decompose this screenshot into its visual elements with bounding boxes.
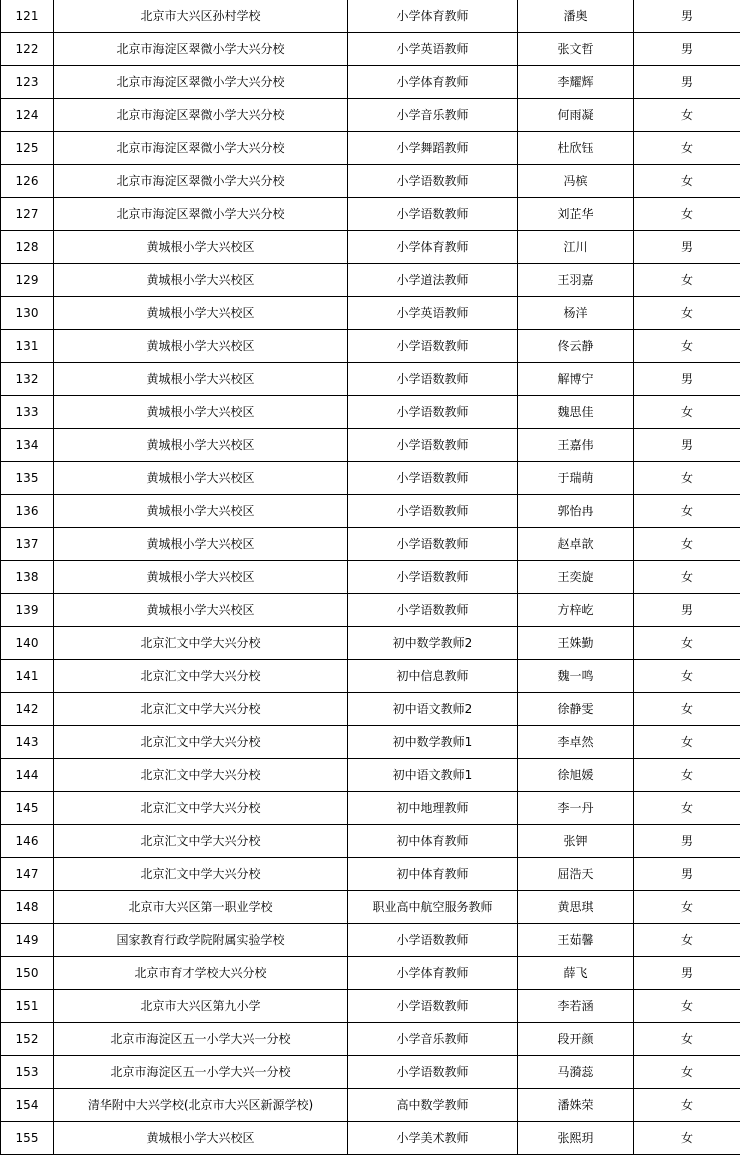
table-row <box>1 1089 740 1122</box>
row-number-cell: 121 <box>1 0 54 33</box>
row-number-cell: 135 <box>1 462 54 495</box>
name-cell: 江川 <box>518 231 634 264</box>
position-cell: 小学语数教师 <box>348 396 518 429</box>
gender-cell: 男 <box>634 66 740 99</box>
position-cell: 小学体育教师 <box>348 231 518 264</box>
row-number-cell: 127 <box>1 198 54 231</box>
gender-cell: 女 <box>634 891 740 924</box>
school-cell: 北京市海淀区翠微小学大兴分校 <box>54 132 348 165</box>
row-number-cell: 149 <box>1 924 54 957</box>
table-row <box>1 528 740 561</box>
name-cell: 李卓然 <box>518 726 634 759</box>
table-row <box>1 891 740 924</box>
name-cell: 刘芷华 <box>518 198 634 231</box>
row-number-cell: 141 <box>1 660 54 693</box>
position-cell: 初中地理教师 <box>348 792 518 825</box>
row-number-cell: 136 <box>1 495 54 528</box>
name-cell: 张熙玥 <box>518 1122 634 1155</box>
school-cell: 北京汇文中学大兴分校 <box>54 759 348 792</box>
row-number-cell: 129 <box>1 264 54 297</box>
gender-cell: 女 <box>634 1089 740 1122</box>
gender-cell: 女 <box>634 396 740 429</box>
row-number-cell: 140 <box>1 627 54 660</box>
position-cell: 小学语数教师 <box>348 561 518 594</box>
name-cell: 王奕旋 <box>518 561 634 594</box>
row-number-cell: 134 <box>1 429 54 462</box>
gender-cell: 男 <box>634 0 740 33</box>
position-cell: 小学语数教师 <box>348 198 518 231</box>
school-cell: 北京市海淀区翠微小学大兴分校 <box>54 198 348 231</box>
name-cell: 王姝勤 <box>518 627 634 660</box>
name-cell: 何雨凝 <box>518 99 634 132</box>
position-cell: 小学语数教师 <box>348 990 518 1023</box>
table-row <box>1 66 740 99</box>
row-number-cell: 138 <box>1 561 54 594</box>
name-cell: 李若涵 <box>518 990 634 1023</box>
gender-cell: 男 <box>634 957 740 990</box>
position-cell: 小学音乐教师 <box>348 99 518 132</box>
school-cell: 北京汇文中学大兴分校 <box>54 693 348 726</box>
position-cell: 职业高中航空服务教师 <box>348 891 518 924</box>
table-row <box>1 825 740 858</box>
row-number-cell: 146 <box>1 825 54 858</box>
row-number-cell: 153 <box>1 1056 54 1089</box>
row-number-cell: 145 <box>1 792 54 825</box>
name-cell: 郭怡冉 <box>518 495 634 528</box>
row-number-cell: 126 <box>1 165 54 198</box>
table-row <box>1 0 740 33</box>
name-cell: 徐旭媛 <box>518 759 634 792</box>
school-cell: 黄城根小学大兴校区 <box>54 561 348 594</box>
school-cell: 黄城根小学大兴校区 <box>54 297 348 330</box>
position-cell: 小学语数教师 <box>348 495 518 528</box>
row-number-cell: 147 <box>1 858 54 891</box>
school-cell: 黄城根小学大兴校区 <box>54 528 348 561</box>
gender-cell: 女 <box>634 264 740 297</box>
table-row <box>1 627 740 660</box>
position-cell: 小学道法教师 <box>348 264 518 297</box>
table-row <box>1 759 740 792</box>
gender-cell: 女 <box>634 627 740 660</box>
name-cell: 冯槟 <box>518 165 634 198</box>
name-cell: 潘奥 <box>518 0 634 33</box>
gender-cell: 女 <box>634 1122 740 1155</box>
gender-cell: 女 <box>634 99 740 132</box>
name-cell: 赵卓歆 <box>518 528 634 561</box>
row-number-cell: 123 <box>1 66 54 99</box>
gender-cell: 女 <box>634 297 740 330</box>
table-row <box>1 858 740 891</box>
position-cell: 小学体育教师 <box>348 957 518 990</box>
gender-cell: 女 <box>634 990 740 1023</box>
table-row <box>1 561 740 594</box>
school-cell: 北京市海淀区翠微小学大兴分校 <box>54 99 348 132</box>
table-row <box>1 396 740 429</box>
school-cell: 黄城根小学大兴校区 <box>54 396 348 429</box>
gender-cell: 女 <box>634 660 740 693</box>
school-cell: 北京市大兴区孙村学校 <box>54 0 348 33</box>
table-row <box>1 330 740 363</box>
name-cell: 李耀辉 <box>518 66 634 99</box>
table-row <box>1 1056 740 1089</box>
school-cell: 黄城根小学大兴校区 <box>54 594 348 627</box>
position-cell: 小学语数教师 <box>348 1056 518 1089</box>
position-cell: 小学体育教师 <box>348 66 518 99</box>
row-number-cell: 133 <box>1 396 54 429</box>
gender-cell: 女 <box>634 792 740 825</box>
position-cell: 初中体育教师 <box>348 825 518 858</box>
name-cell: 王茹馨 <box>518 924 634 957</box>
row-number-cell: 130 <box>1 297 54 330</box>
school-cell: 北京汇文中学大兴分校 <box>54 858 348 891</box>
name-cell: 屈浩天 <box>518 858 634 891</box>
school-cell: 黄城根小学大兴校区 <box>54 429 348 462</box>
row-number-cell: 152 <box>1 1023 54 1056</box>
name-cell: 杜欣钰 <box>518 132 634 165</box>
school-cell: 北京汇文中学大兴分校 <box>54 627 348 660</box>
table-row <box>1 462 740 495</box>
name-cell: 佟云静 <box>518 330 634 363</box>
row-number-cell: 151 <box>1 990 54 1023</box>
row-number-cell: 137 <box>1 528 54 561</box>
table-row <box>1 363 740 396</box>
position-cell: 小学英语教师 <box>348 33 518 66</box>
table-row <box>1 198 740 231</box>
name-cell: 马漪蕊 <box>518 1056 634 1089</box>
name-cell: 魏思佳 <box>518 396 634 429</box>
gender-cell: 男 <box>634 231 740 264</box>
school-cell: 北京汇文中学大兴分校 <box>54 792 348 825</box>
gender-cell: 女 <box>634 330 740 363</box>
position-cell: 小学语数教师 <box>348 924 518 957</box>
row-number-cell: 150 <box>1 957 54 990</box>
gender-cell: 女 <box>634 528 740 561</box>
school-cell: 黄城根小学大兴校区 <box>54 330 348 363</box>
row-number-cell: 122 <box>1 33 54 66</box>
gender-cell: 女 <box>634 132 740 165</box>
gender-cell: 男 <box>634 594 740 627</box>
table-row <box>1 792 740 825</box>
table-row <box>1 660 740 693</box>
row-number-cell: 125 <box>1 132 54 165</box>
table-row <box>1 495 740 528</box>
position-cell: 小学语数教师 <box>348 330 518 363</box>
school-cell: 北京汇文中学大兴分校 <box>54 660 348 693</box>
position-cell: 小学美术教师 <box>348 1122 518 1155</box>
table-row <box>1 132 740 165</box>
position-cell: 小学语数教师 <box>348 528 518 561</box>
name-cell: 杨洋 <box>518 297 634 330</box>
position-cell: 初中语文教师2 <box>348 693 518 726</box>
position-cell: 小学英语教师 <box>348 297 518 330</box>
gender-cell: 男 <box>634 429 740 462</box>
table-row <box>1 1122 740 1155</box>
school-cell: 国家教育行政学院附属实验学校 <box>54 924 348 957</box>
row-number-cell: 131 <box>1 330 54 363</box>
school-cell: 北京汇文中学大兴分校 <box>54 726 348 759</box>
school-cell: 黄城根小学大兴校区 <box>54 231 348 264</box>
table-row <box>1 726 740 759</box>
row-number-cell: 154 <box>1 1089 54 1122</box>
table-row <box>1 231 740 264</box>
row-number-cell: 139 <box>1 594 54 627</box>
school-cell: 北京市海淀区翠微小学大兴分校 <box>54 33 348 66</box>
gender-cell: 男 <box>634 858 740 891</box>
position-cell: 高中数学教师 <box>348 1089 518 1122</box>
school-cell: 北京市海淀区翠微小学大兴分校 <box>54 165 348 198</box>
gender-cell: 女 <box>634 693 740 726</box>
gender-cell: 女 <box>634 1056 740 1089</box>
position-cell: 初中数学教师1 <box>348 726 518 759</box>
gender-cell: 女 <box>634 924 740 957</box>
table-row <box>1 594 740 627</box>
name-cell: 薛飞 <box>518 957 634 990</box>
name-cell: 王嘉伟 <box>518 429 634 462</box>
table-row <box>1 33 740 66</box>
position-cell: 初中体育教师 <box>348 858 518 891</box>
results-table-body <box>1 0 740 1155</box>
gender-cell: 女 <box>634 1023 740 1056</box>
school-cell: 北京汇文中学大兴分校 <box>54 825 348 858</box>
table-row <box>1 264 740 297</box>
table-row <box>1 99 740 132</box>
gender-cell: 男 <box>634 363 740 396</box>
school-cell: 北京市海淀区翠微小学大兴分校 <box>54 66 348 99</box>
school-cell: 北京市育才学校大兴分校 <box>54 957 348 990</box>
row-number-cell: 155 <box>1 1122 54 1155</box>
row-number-cell: 144 <box>1 759 54 792</box>
position-cell: 小学语数教师 <box>348 462 518 495</box>
position-cell: 小学舞蹈教师 <box>348 132 518 165</box>
row-number-cell: 132 <box>1 363 54 396</box>
table-row <box>1 957 740 990</box>
school-cell: 黄城根小学大兴校区 <box>54 363 348 396</box>
gender-cell: 女 <box>634 561 740 594</box>
table-row <box>1 429 740 462</box>
school-cell: 黄城根小学大兴校区 <box>54 1122 348 1155</box>
name-cell: 黄思琪 <box>518 891 634 924</box>
school-cell: 北京市海淀区五一小学大兴一分校 <box>54 1023 348 1056</box>
table-row <box>1 990 740 1023</box>
name-cell: 徐静雯 <box>518 693 634 726</box>
position-cell: 小学语数教师 <box>348 363 518 396</box>
school-cell: 清华附中大兴学校(北京市大兴区新源学校) <box>54 1089 348 1122</box>
school-cell: 黄城根小学大兴校区 <box>54 495 348 528</box>
name-cell: 张钾 <box>518 825 634 858</box>
row-number-cell: 124 <box>1 99 54 132</box>
name-cell: 张文哲 <box>518 33 634 66</box>
gender-cell: 男 <box>634 825 740 858</box>
row-number-cell: 143 <box>1 726 54 759</box>
table-row <box>1 297 740 330</box>
gender-cell: 女 <box>634 198 740 231</box>
name-cell: 潘姝荣 <box>518 1089 634 1122</box>
school-cell: 黄城根小学大兴校区 <box>54 264 348 297</box>
gender-cell: 女 <box>634 462 740 495</box>
gender-cell: 女 <box>634 726 740 759</box>
name-cell: 魏一鸣 <box>518 660 634 693</box>
name-cell: 于瑞萌 <box>518 462 634 495</box>
name-cell: 方梓屹 <box>518 594 634 627</box>
gender-cell: 女 <box>634 495 740 528</box>
position-cell: 初中语文教师1 <box>348 759 518 792</box>
gender-cell: 男 <box>634 33 740 66</box>
name-cell: 段开颜 <box>518 1023 634 1056</box>
table-row <box>1 924 740 957</box>
table-row <box>1 693 740 726</box>
position-cell: 小学语数教师 <box>348 594 518 627</box>
school-cell: 北京市海淀区五一小学大兴一分校 <box>54 1056 348 1089</box>
name-cell: 李一丹 <box>518 792 634 825</box>
row-number-cell: 148 <box>1 891 54 924</box>
table-row <box>1 165 740 198</box>
name-cell: 王羽嘉 <box>518 264 634 297</box>
school-cell: 北京市大兴区第九小学 <box>54 990 348 1023</box>
position-cell: 初中信息教师 <box>348 660 518 693</box>
school-cell: 黄城根小学大兴校区 <box>54 462 348 495</box>
gender-cell: 女 <box>634 165 740 198</box>
school-cell: 北京市大兴区第一职业学校 <box>54 891 348 924</box>
position-cell: 小学音乐教师 <box>348 1023 518 1056</box>
position-cell: 小学体育教师 <box>348 0 518 33</box>
position-cell: 小学语数教师 <box>348 165 518 198</box>
row-number-cell: 128 <box>1 231 54 264</box>
name-cell: 解博宁 <box>518 363 634 396</box>
position-cell: 小学语数教师 <box>348 429 518 462</box>
position-cell: 初中数学教师2 <box>348 627 518 660</box>
table-row <box>1 1023 740 1056</box>
gender-cell: 女 <box>634 759 740 792</box>
row-number-cell: 142 <box>1 693 54 726</box>
